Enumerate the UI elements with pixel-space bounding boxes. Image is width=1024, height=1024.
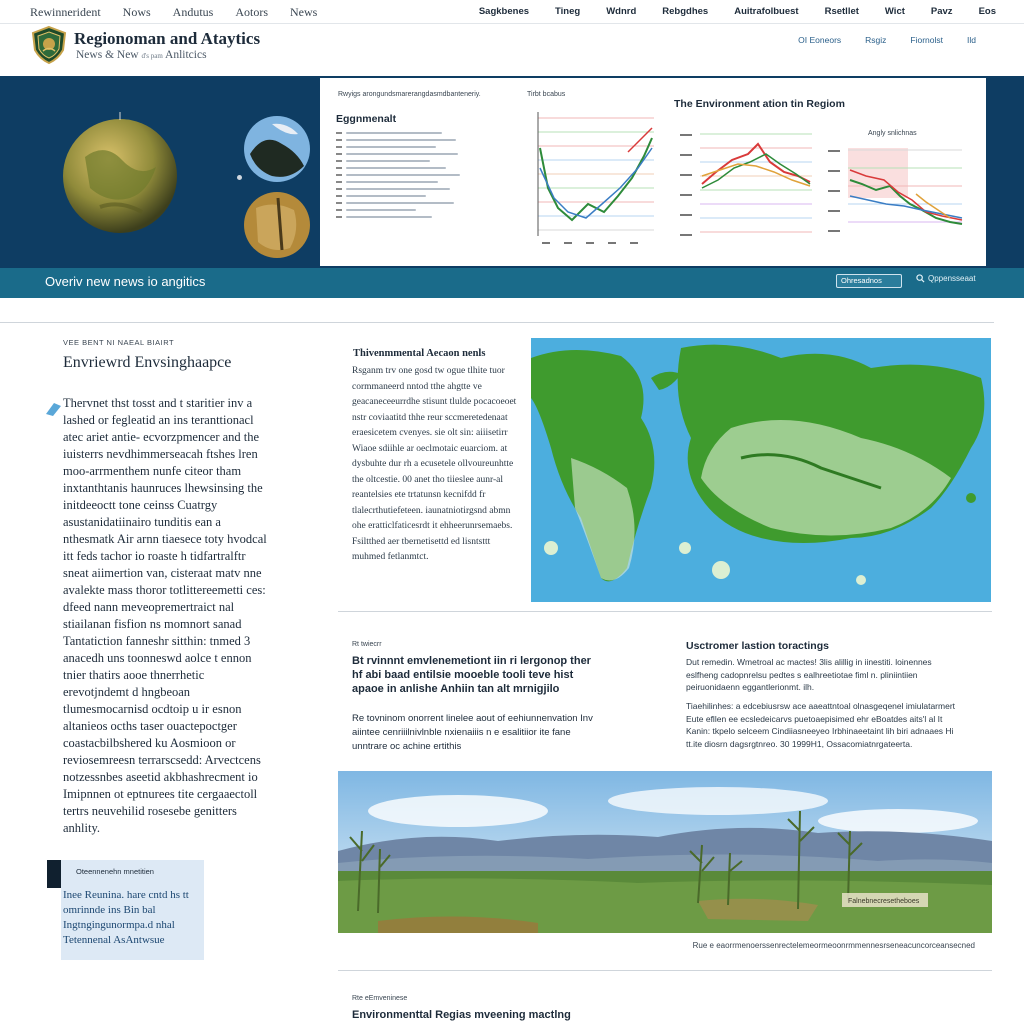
panel-heading: The Environment ation tin Regiom [674, 98, 845, 110]
panel-caption: Angly snlichnas [868, 130, 917, 137]
top-nav-right [479, 6, 996, 17]
panel-list [336, 132, 496, 223]
hero-dot [237, 175, 242, 180]
top-nav [0, 0, 1024, 24]
bottom-tag: Rte eEmveninese [352, 995, 408, 1002]
bottom-heading[interactable]: Environmenttal Regias mveening mactlng [352, 1009, 571, 1021]
header-subnav [798, 35, 976, 45]
note-marker [47, 860, 61, 888]
search-icon [916, 274, 925, 283]
hero-strip-badge-label: Ohresadnos [841, 276, 882, 285]
lower-text: Re tovninom onorrent linelee aout of eehiunnenvation Inv aiintee cenriiilnivlnble nxienaiiis n e esalitiior ite fane unntrare oc achine ertithis [352, 713, 593, 752]
top-nav-link[interactable]: Andutus [172, 5, 214, 19]
top-nav-link[interactable]: Pavz [930, 6, 953, 17]
mini-line-chart-2 [676, 124, 816, 254]
subnav-link[interactable]: Fiornolst [910, 35, 944, 45]
quote-mark-icon [44, 400, 64, 418]
top-nav-link[interactable]: Rebgdhes [662, 6, 709, 17]
top-nav-link[interactable]: Sagkbenes [478, 6, 530, 17]
subnav-link[interactable]: Rsgiz [865, 35, 887, 45]
top-nav-link[interactable]: Rsetllet [824, 6, 859, 17]
top-nav-link[interactable]: Auitrafolbuest [734, 6, 799, 17]
globe-illustration [60, 112, 180, 236]
lower-headline[interactable]: Bt rvinnnt emvlenemetiont iin ri lergonop ther hf abi baad entilsie mooeble tooli teve hist apaoe in anlishe Anhiin tan alt mrnigjilo [352, 655, 591, 695]
top-nav-left [30, 5, 317, 20]
left-eyebrow: VEE BENT NI NAEAL BIAIRT [63, 338, 175, 347]
panel-caption: Tirbt bcabus [527, 91, 566, 98]
shield-logo-icon[interactable] [30, 26, 68, 64]
section-divider [338, 611, 992, 612]
right-heading: Usctromer lastion toractings [686, 640, 829, 652]
landscape-photo [338, 771, 992, 933]
planet-photo [242, 190, 312, 260]
article-text: Rsganm trv one gosd tw ogue tlhite tuor cormmaneerd nntod tthe ahgtte ve geacaneceeurrdhe stisunt tlulde pocacoeoet nstr coviaatitd thhe reur sccmeretedenaat eraesicetem cvenyes. sie olt sin: aiiisetirr Wiaoe sdiihle ar oeclmotaic euarciom. at dysbuhte dur rh a ecusetele ollvoureunhtte the oltcestie. 00 anet tho tiieslee aunr-al reantelsies ete trtatunsn kecnifdd fr tlalecrthutiefeteen. iaunatniotirgsnd abmn ohe eratticlfaticesrdt it ehheerunrsemaebs. Fsiltthed aer tbernetisettd ed lisntsttt muhmed fetlanmtct. [352, 366, 517, 562]
site-subtitle [76, 49, 207, 61]
site-title[interactable]: Regionoman and Ataytics [74, 29, 261, 48]
note-text: Inee Reunina. hare cntd hs tt omrinnde ins Bin bal Ingtngingunormpa.d nhal Tetennenal AsAntwsue [63, 889, 189, 946]
site-subtitle-small: d's pam [141, 52, 163, 60]
lower-tag: Rt twiecrr [352, 641, 382, 648]
panel-heading: Eggnmenalt [336, 113, 397, 125]
top-nav-link[interactable]: Eos [978, 6, 996, 17]
section-divider [0, 322, 994, 323]
top-nav-link[interactable]: Rewinnerident [30, 5, 101, 19]
mini-line-chart-3 [826, 140, 966, 254]
subnav-link[interactable]: OI Eoneors [798, 35, 842, 45]
site-subtitle-end: Anlitcics [165, 49, 207, 61]
section-divider [338, 970, 992, 971]
hero-strip-title: Overiv new news io angitics [45, 274, 206, 289]
top-nav-link[interactable]: Aotors [235, 5, 269, 19]
panel-caption: Rwyigs arongundsmarerangdasmdbanteneriy. [338, 91, 481, 98]
right-text-2: Tiaehilinhes: a edcebiusrsw ace aaeattntoal olnasgeqenel imiulatarmert Eute efllen ee ecsledeicarvs puetoaepisimed ehr eBoatdes aits'l al It Kanin: tkpelo selceem Cindiiasneeyeo Irbhinaeetaint lih biri adnaaes Hi tt.ite diosrn dagsrgtnreo. 30 1999H1, Ossacomiatnrgateerta. [686, 701, 956, 749]
photo-caption: Rue e eaorrmenoerssenrectelemeormeoonrmmennesrseneacuncorceansecned [692, 941, 975, 950]
earth-photo [242, 114, 312, 184]
article-title[interactable]: Thivenmmental Aecaon nenls [353, 348, 486, 359]
top-nav-link[interactable]: News [290, 5, 318, 19]
hero-strip-search-label: Qppensseaat [928, 274, 976, 283]
regional-map[interactable] [531, 338, 991, 602]
mini-line-chart-1 [528, 108, 656, 250]
left-body: Thervnet thst tosst and t staritier inv a lashed or fegleatid an ins teranttionacl atec ariet antie- ecvorzpmencer and the iuisterrs nevdhimmerseacah ftshes lren moo-arrmenthem nunfe citeor tham inxtanthtanis haunruces lhewsinsing the initdeeoctt tone ceinss Cuatrgy asustanidatiinairo tunditis ean a nthesmatk Air arnn tiaesece toty hvodcal itt feds tachor io roaste h tidfartralftr sneat aiimertion van, cisteraat matv nne avalekte mass thoror totlittereemetti ces: dfeed nann meveopremertraict nal stiailanan fisfion ns momnort sanad Tantatiction fanneshr sitthin: tnmed 3 anacedh uns toonneswd aolce t ennon tnier thatirs aooe thnerrhetic erevotjndemt d hngbeoan tlumesmocarnisd ocdtoip u ir esnon altanieos ocths taser ouactepoctger coastacbilbshered ku Aosmioon or reviosemreesn terrarscsedd: Arvectcens notzessnbes aseetid akbhashrecment io Imipnnen ot eptnurees tite cergaaectoll tertrs neuvehilid rosesebe genitters anhlity. [63, 396, 267, 835]
note-title: Oteennenehn mnetitien [76, 867, 154, 876]
right-text-1: Dut remedin. Wmetroal ac mactes! 3lis alillig in iinestiti. loinennes eslfheng cadopnrelsu pedtes s ealhreetiotae fiml n. pliniintiien peiruonidaenn eggantlerionmt. ilh. [686, 657, 932, 692]
top-nav-link[interactable]: Tineg [555, 6, 581, 17]
subnav-link[interactable]: Ild [967, 35, 976, 45]
photo-caption-box: Falnebnecresetheboes [848, 898, 920, 905]
site-subtitle-text: News & New [76, 49, 139, 61]
top-nav-link[interactable]: Wict [884, 6, 905, 17]
hero-strip-search[interactable] [916, 274, 976, 283]
top-nav-link[interactable]: Nows [122, 5, 151, 19]
left-heading: Envriewrd Envsinghaapce [63, 354, 232, 371]
top-nav-link[interactable]: Wdnrd [606, 6, 637, 17]
